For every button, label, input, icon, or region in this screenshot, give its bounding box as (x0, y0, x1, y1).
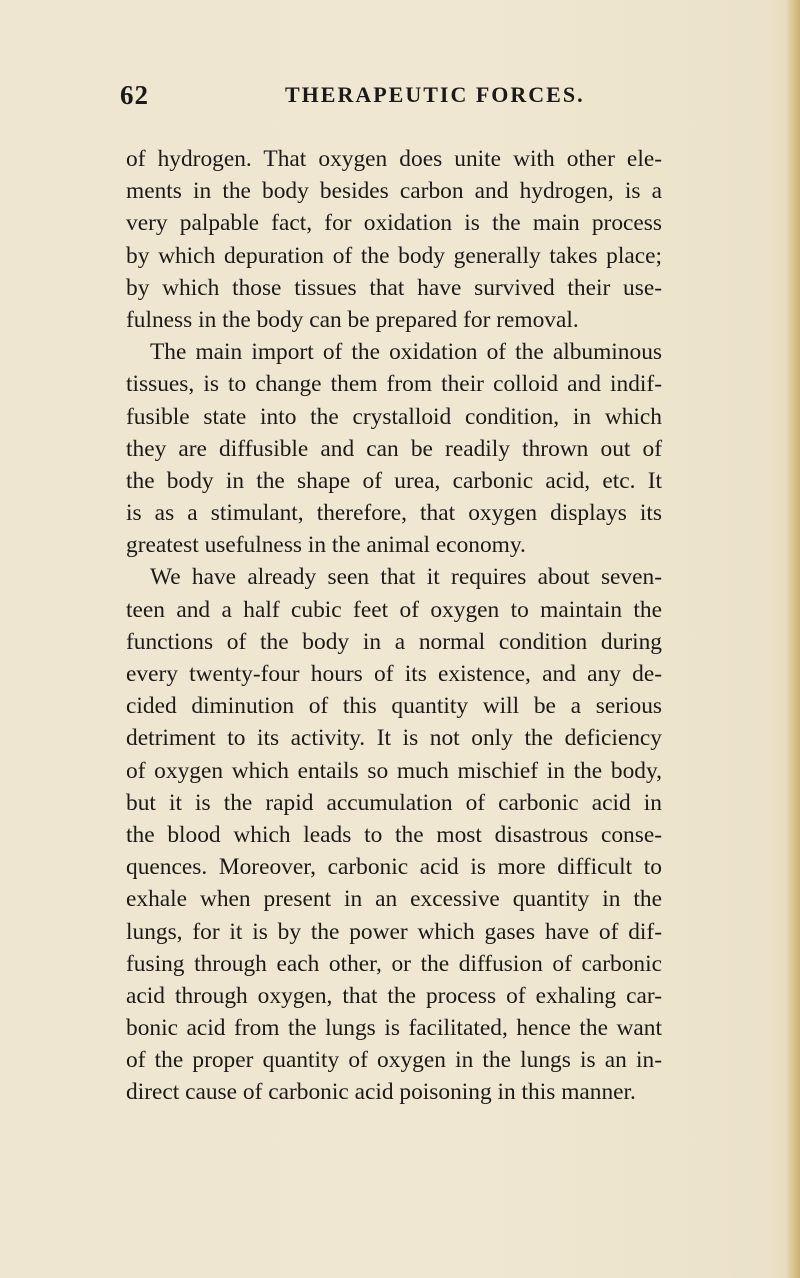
text-line: lungs, for it is by the power which gases have of dif- (126, 918, 662, 945)
text-line: of the proper quantity of oxygen in the lungs is an in- (126, 1047, 662, 1074)
text-line: by which those tissues that have survived their use- (126, 274, 662, 301)
text-line: teen and a half cubic feet of oxygen to maintain the (126, 596, 662, 623)
text-line: quences. Moreover, carbonic acid is more difficult to (126, 854, 662, 881)
text-line: cided diminution of this quantity will be a serious (126, 693, 662, 720)
text-line: bonic acid from the lungs is facilitated, hence the want (126, 1015, 662, 1042)
text-line: ments in the body besides carbon and hydrogen, is a (126, 178, 662, 205)
text-line: acid through oxygen, that the process of exhaling car- (126, 982, 662, 1009)
text-line: fusible state into the crystalloid condition, in which (126, 403, 662, 430)
text-line: but it is the rapid accumulation of carbonic acid in (126, 789, 662, 816)
text-line: fulness in the body can be prepared for removal. (126, 306, 579, 333)
text-line: very palpable fact, for oxidation is the main process (126, 210, 662, 237)
text-line: is as a stimulant, therefore, that oxygen displays its (126, 500, 662, 527)
text-line: tissues, is to change them from their colloid and indif- (126, 371, 662, 398)
page-edge-shading (786, 0, 800, 1278)
text-line: of oxygen which entails so much mischief in the body, (126, 757, 662, 784)
text-line: they are diffusible and can be readily thrown out of (126, 435, 662, 462)
text-line: The main import of the oxidation of the albuminous (150, 339, 662, 366)
text-line: of hydrogen. That oxygen does unite with other ele- (126, 146, 662, 172)
running-title: THERAPEUTIC FORCES. (285, 82, 585, 107)
text-line: fusing through each other, or the diffusion of carbonic (126, 950, 662, 977)
text-line: the body in the shape of urea, carbonic acid, etc. It (126, 467, 662, 494)
text-line: every twenty-four hours of its existence, and any de- (126, 661, 662, 687)
text-line: the blood which leads to the most disastrous conse- (126, 821, 662, 848)
text-line: functions of the body in a normal condition during (126, 628, 662, 655)
text-line: by which depuration of the body generally takes place; (126, 242, 662, 269)
text-line: greatest usefulness in the animal economy. (126, 532, 526, 559)
body-text (126, 143, 662, 1109)
text-line: detriment to its activity. It is not only the deficiency (126, 725, 662, 752)
text-line: exhale when present in an excessive quantity in the (126, 886, 662, 913)
text-line: We have already seen that it requires about seven- (150, 564, 662, 591)
text-line: direct cause of carbonic acid poisoning in this manner. (126, 1079, 636, 1106)
page-header (120, 80, 720, 116)
page-number: 62 (120, 80, 149, 110)
